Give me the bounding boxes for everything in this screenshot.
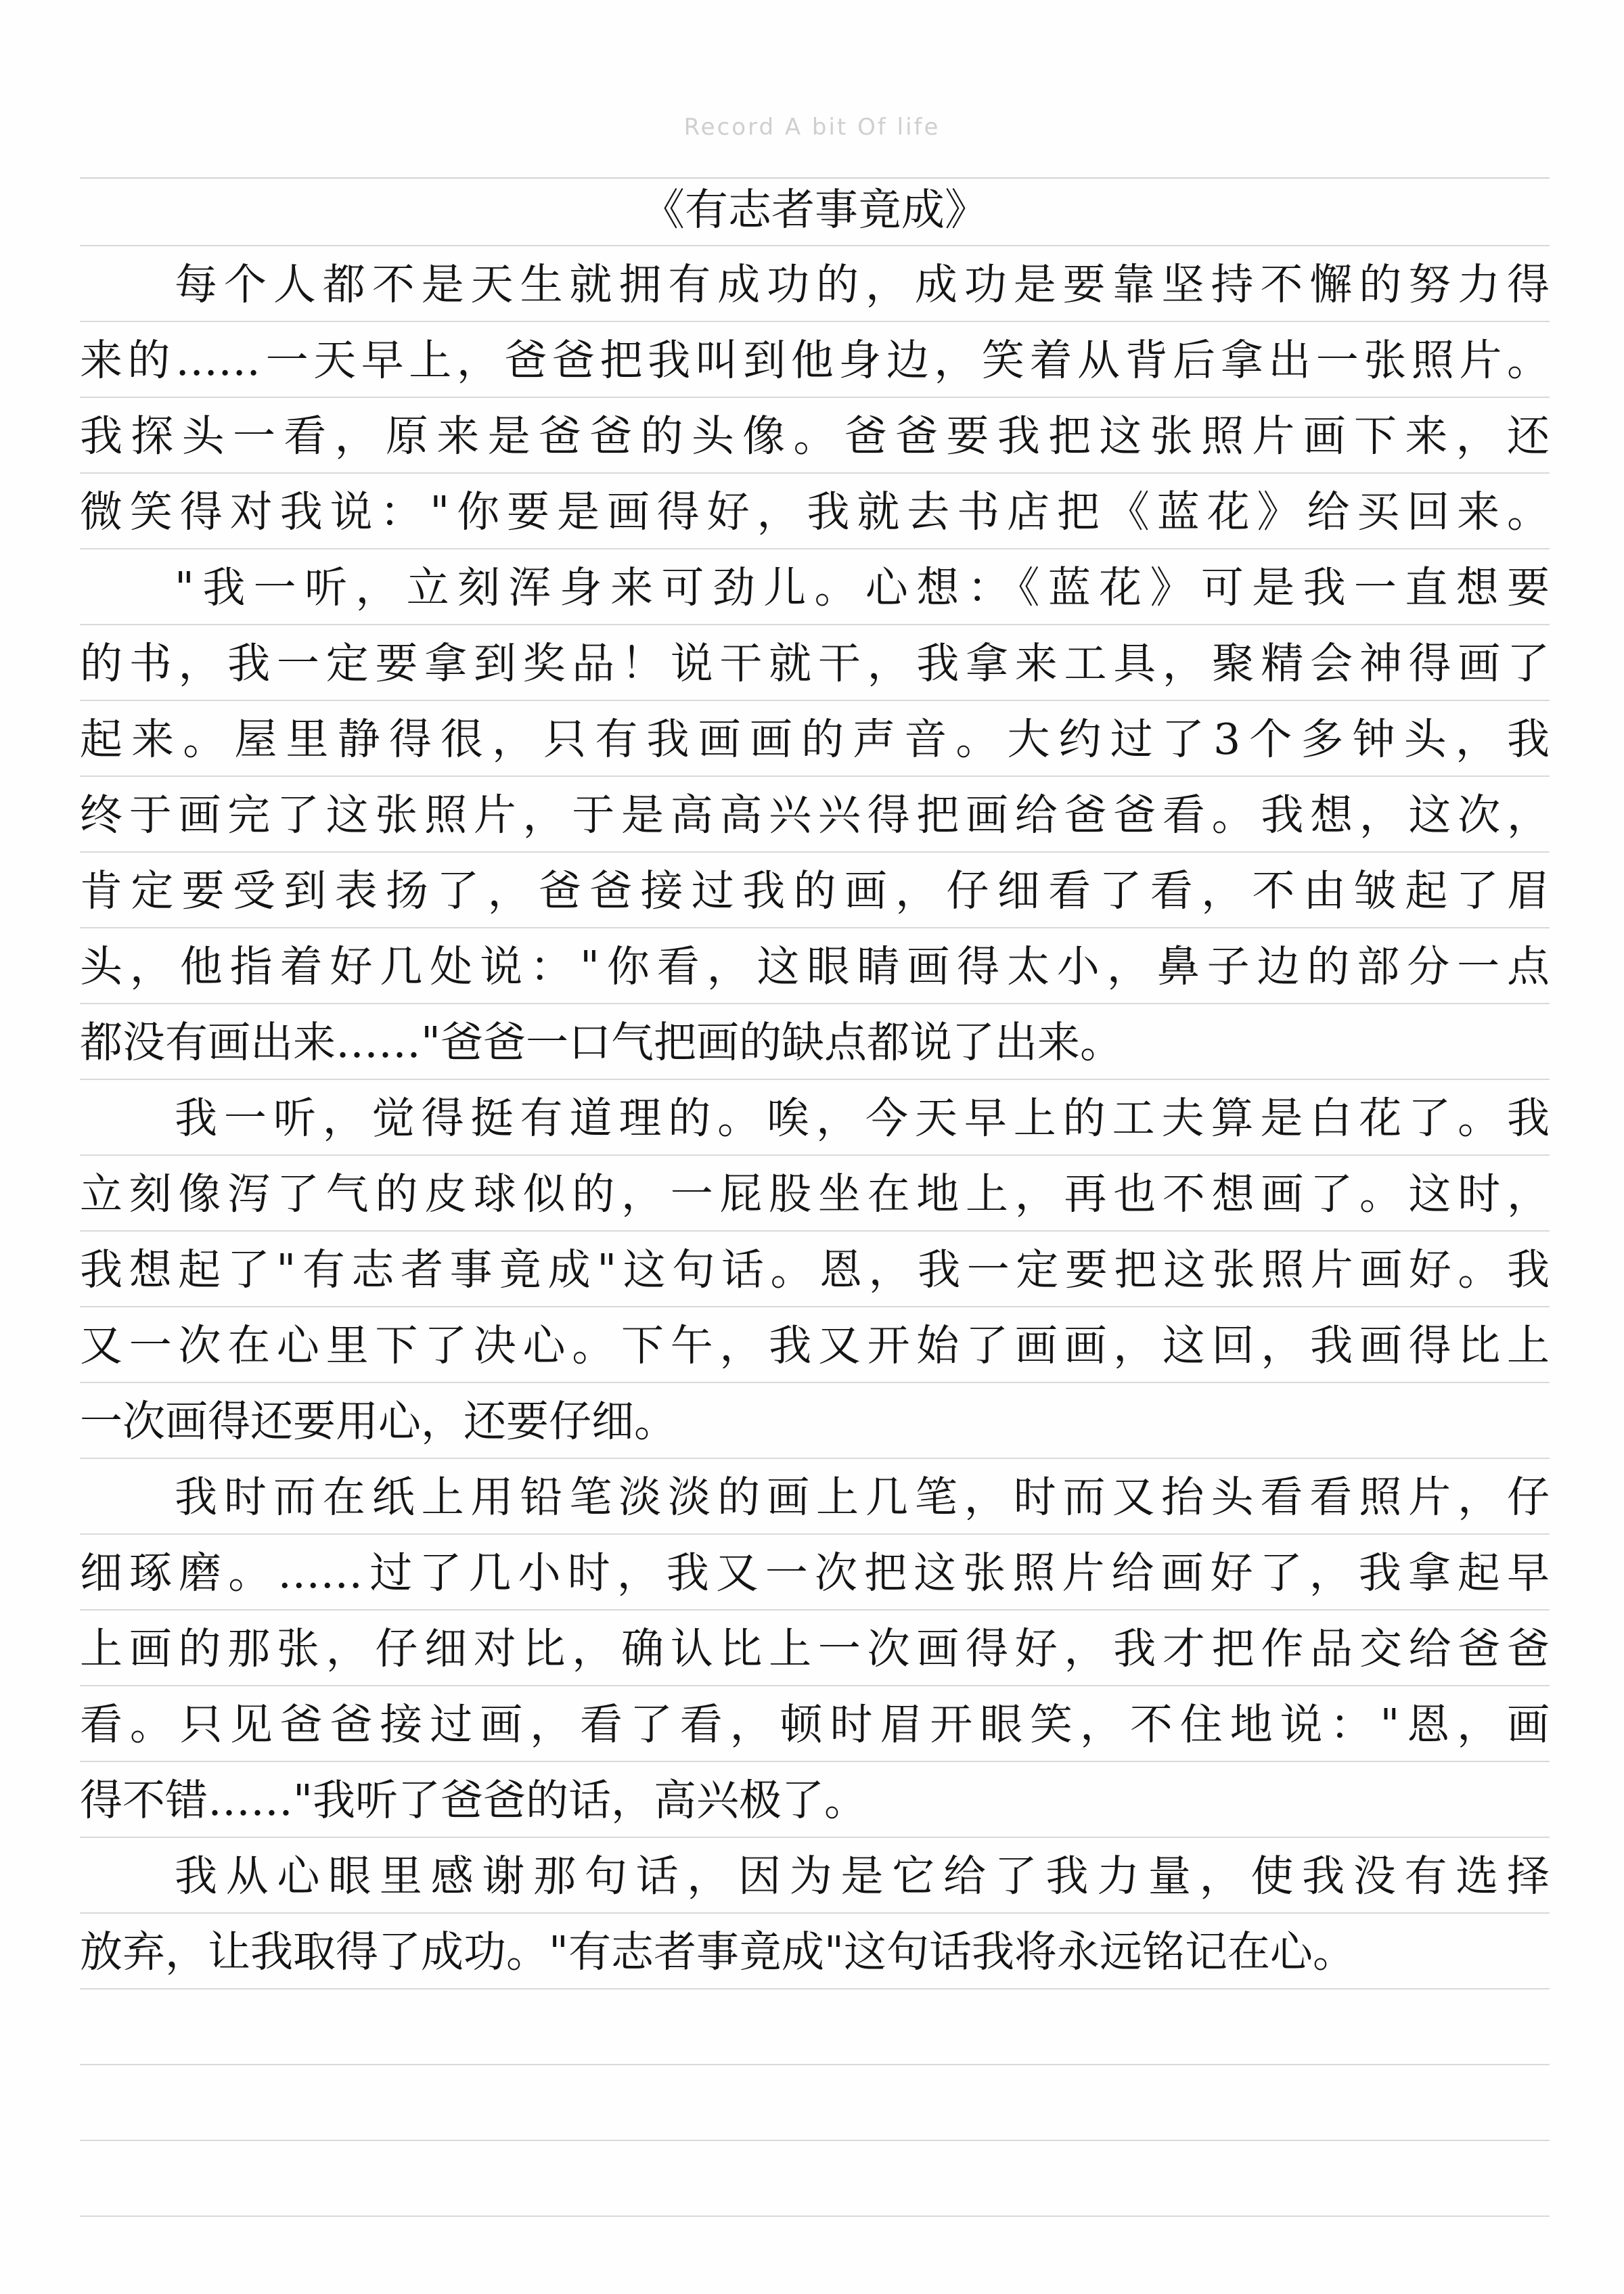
ruled-line bbox=[80, 1306, 1550, 1307]
essay-line: 我想起了"有志者事竟成"这句话。恩，我一定要把这张照片画好。我 bbox=[80, 1245, 1550, 1295]
ruled-line bbox=[80, 1458, 1550, 1459]
essay-line: 我探头一看，原来是爸爸的头像。爸爸要我把这张照片画下来，还 bbox=[80, 411, 1550, 461]
essay-line: 放弃，让我取得了成功。"有志者事竟成"这句话我将永远铭记在心。 bbox=[80, 1927, 1355, 1977]
ruled-line bbox=[80, 1988, 1550, 1989]
essay-line: 起来。屋里静得很，只有我画画的声音。大约过了3个多钟头，我 bbox=[80, 715, 1550, 764]
ruled-line bbox=[80, 1837, 1550, 1838]
essay-line: 头，他指着好几处说："你看，这眼睛画得太小，鼻子边的部分一点 bbox=[80, 942, 1550, 991]
essay-line: 我从心眼里感谢那句话，因为是它给了我力量，使我没有选择 bbox=[175, 1851, 1550, 1901]
essay-line: 上画的那张，仔细对比，确认比上一次画得好，我才把作品交给爸爸 bbox=[80, 1624, 1550, 1673]
ruled-line bbox=[80, 397, 1550, 398]
ruled-line bbox=[80, 700, 1550, 701]
ruled-line bbox=[80, 1533, 1550, 1535]
essay-line: 一次画得还要用心，还要仔细。 bbox=[80, 1397, 677, 1446]
essay-line: 来的……一天早上，爸爸把我叫到他身边，笑着从背后拿出一张照片。 bbox=[80, 336, 1550, 385]
ruled-line bbox=[80, 1382, 1550, 1383]
essay-line: 肯定要受到表扬了，爸爸接过我的画，仔细看了看，不由皱起了眉 bbox=[80, 866, 1550, 916]
ruled-line bbox=[80, 1912, 1550, 1914]
ruled-line bbox=[80, 1685, 1550, 1686]
essay-line: "我一听，立刻浑身来可劲儿。心想：《蓝花》可是我一直想要 bbox=[175, 563, 1550, 612]
essay-line: 微笑得对我说："你要是画得好，我就去书店把《蓝花》给买回来。 bbox=[80, 487, 1550, 537]
ruled-line bbox=[80, 1079, 1550, 1080]
essay-line: 我时而在纸上用铅笔淡淡的画上几笔，时而又抬头看看照片，仔 bbox=[175, 1472, 1550, 1522]
essay-line: 终于画完了这张照片，于是高高兴兴得把画给爸爸看。我想，这次， bbox=[80, 790, 1550, 840]
essay-line: 我一听，觉得挺有道理的。唉，今天早上的工夫算是白花了。我 bbox=[175, 1094, 1550, 1143]
essay-line: 细琢磨。……过了几小时，我又一次把这张照片给画好了，我拿起早 bbox=[80, 1548, 1550, 1598]
essay-line: 立刻像泻了气的皮球似的，一屁股坐在地上，再也不想画了。这时， bbox=[80, 1169, 1550, 1219]
essay-line: 都没有画出来……"爸爸一口气把画的缺点都说了出来。 bbox=[80, 1018, 1123, 1067]
ruled-line bbox=[80, 2064, 1550, 2065]
ruled-line bbox=[80, 1230, 1550, 1232]
ruled-line bbox=[80, 321, 1550, 322]
essay-line: 看。只见爸爸接过画，看了看，顿时眉开眼笑，不住地说："恩，画 bbox=[80, 1700, 1550, 1749]
ruled-line bbox=[80, 927, 1550, 928]
ruled-line bbox=[80, 851, 1550, 853]
ruled-line bbox=[80, 624, 1550, 625]
essay-line: 得不错……"我听了爸爸的话，高兴极了。 bbox=[80, 1776, 867, 1825]
essay-line: 每个人都不是天生就拥有成功的，成功是要靠坚持不懈的努力得 bbox=[175, 260, 1550, 309]
ruled-line bbox=[80, 775, 1550, 777]
ruled-line bbox=[80, 1609, 1550, 1611]
ruled-line bbox=[80, 1154, 1550, 1156]
page-header-watermark: Record A bit Of life bbox=[683, 114, 941, 141]
ruled-line bbox=[80, 548, 1550, 549]
essay-line: 又一次在心里下了决心。下午，我又开始了画画，这回，我画得比上 bbox=[80, 1321, 1550, 1370]
ruled-line bbox=[80, 1761, 1550, 1762]
essay-line: 的书，我一定要拿到奖品！说干就干，我拿来工具，聚精会神得画了 bbox=[80, 639, 1550, 688]
ruled-line bbox=[80, 2140, 1550, 2141]
header-rule bbox=[80, 177, 1550, 179]
ruled-line bbox=[80, 472, 1550, 474]
ruled-line bbox=[80, 2216, 1550, 2217]
essay-title: 《有志者事竟成》 bbox=[641, 185, 988, 235]
ruled-line bbox=[80, 1003, 1550, 1004]
ruled-line bbox=[80, 245, 1550, 246]
